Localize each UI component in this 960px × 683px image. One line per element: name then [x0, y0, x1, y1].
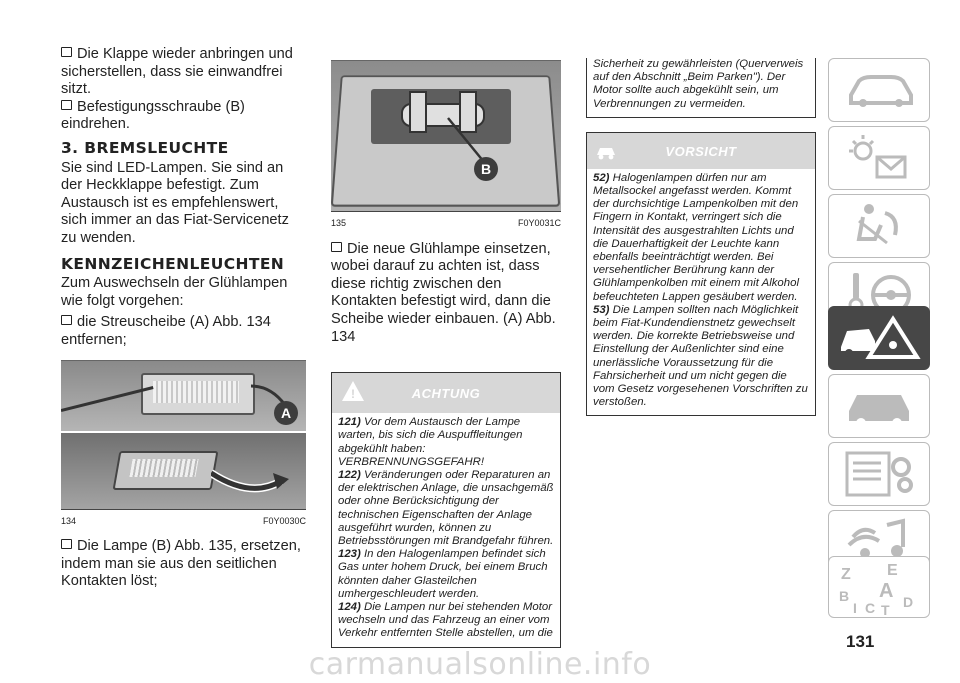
warning-breakdown-icon [829, 307, 929, 367]
column-1 [61, 46, 306, 591]
note-number: 53) [593, 303, 613, 316]
dashboard-lights-icon [829, 127, 929, 187]
sidebar-item-knowing-car[interactable] [828, 58, 930, 122]
technical-data-icon [829, 443, 929, 503]
warning-box-vorsicht [586, 132, 816, 417]
svg-text:C: C [865, 600, 876, 616]
instruction-screw: Befestigungsschraube (B) eindrehen. [61, 99, 306, 134]
warning-note [593, 304, 809, 410]
note-number: 52) [593, 171, 613, 184]
warning-body [587, 169, 815, 416]
note-text: Die Lampen nur bei stehenden Motor wechseln und das Fahrzeug an einer vom Verkehr entfernten Stelle abstellen, um die [338, 601, 553, 640]
sidebar-item-safety[interactable] [828, 194, 930, 258]
note-text: In den Halogenlampen befindet sich Gas unter hohem Druck, bei einem Bruch könnten daher Glasteilchen umhergeschleudert werden. [338, 548, 548, 600]
callout-a: A [274, 401, 298, 425]
note-number: 124) [338, 601, 364, 613]
svg-text:D: D [903, 594, 914, 610]
warning-triangle-icon: ! [342, 381, 364, 401]
svg-text:I: I [853, 600, 857, 616]
sidebar-item-technical-data[interactable] [828, 442, 930, 506]
instruction-replace-lamp: Die Lampe (B) Abb. 135, ersetzen, indem man sie aus den seitlichen Kontakten löst; [61, 538, 306, 591]
svg-text:B: B [839, 588, 850, 604]
arrow-icon [211, 469, 291, 499]
warning-header [587, 133, 815, 169]
paragraph-brake-light: Sie sind LED-Lampen. Sie sind an der Heckklappe befestigt. Zum Austausch ist es empfehlenswert, sich immer an das Fiat-Servicenetz zu wenden. [61, 159, 289, 246]
figure-135-caption [331, 215, 561, 233]
section-heading-brake-light: 3. BREMSLEUCHTE [61, 138, 229, 157]
warning-continued-text: Sicherheit zu gewährleisten (Querverweis auf den Abschnitt „Beim Parken"). Der Motor sollte auch abgekühlt sein, um Verbrennungen zu vermeiden. [593, 58, 804, 110]
note-number: 122) [338, 468, 364, 481]
note-text: Die Lampen sollten nach Möglichkeit beim Fiat-Kundendienstnetz gewechselt werden. Die korrekte Betriebsweise und Einstellung der Außenlichter sind eine unerlässliche Voraussetzung für die Fahrsicherheit und um nicht gegen die vom Gesetz vorgesehenen Vorschriften zu verstoßen. [593, 303, 808, 409]
figure-number: 134 [61, 515, 77, 526]
sidebar-item-maintenance[interactable] [828, 374, 930, 438]
svg-text:T: T [881, 602, 890, 617]
figure-code: F0Y0030C [262, 515, 306, 526]
watermark: carmanualsonline.info [308, 647, 652, 682]
instruction-insert-bulb: Die neue Glühlampe einsetzen, wobei darauf zu achten ist, dass diese richtig zwischen den Kontakten befestigt wird, dann die Scheibe wieder einbauen. (A) Abb. 134 [331, 241, 561, 347]
index-az-icon [829, 557, 929, 617]
warning-body [332, 413, 560, 646]
paragraph-intro: Zum Auswechseln der Glühlampen wie folgt vorgehen: [61, 275, 288, 309]
warning-box-continued [586, 58, 816, 118]
warning-note [338, 601, 554, 641]
column-2 [331, 60, 561, 648]
instruction-remove-lens: die Streuscheibe (A) Abb. 134 entfernen; [61, 314, 306, 349]
figure-134 [61, 360, 306, 510]
figure-number: 135 [331, 218, 347, 228]
warning-box-achtung [331, 372, 561, 647]
warning-header [332, 373, 560, 413]
warning-note [338, 469, 554, 548]
column-3 [586, 58, 816, 416]
maintenance-car-icon [829, 375, 929, 435]
note-text: Veränderungen oder Reparaturen an der elektrischen Anlage, die unsachgemäß oder ohne Berücksichtigung der technischen Eigenschaften der Anlage ausgeführt wurden, können zu Betriebsstörungen mit Brandgefahr führen. [338, 468, 554, 547]
sidebar-item-emergency[interactable] [828, 306, 930, 370]
instruction-refit-flap: Die Klappe wieder anbringen und sicherstellen, dass sie einwandfrei sitzt. [61, 46, 306, 99]
note-text: Halogenlampen dürfen nur am Metallsockel angefasst werden. Kommt der durchsichtige Lampenkolben mit den Fingern in Kontakt, verringert sich die Intensität des ausgestrahlten Lichts und die Dauerhaftigkeit der Leuchte kann ebenfalls beeinträchtigt werden. Bei versehentlicher Berührung kann der Glühlampenkolben mit einem mit Alkohol befeuchteten Lappen gesäubert werden. [593, 171, 799, 303]
note-number: 123) [338, 548, 364, 561]
svg-text:E: E [887, 562, 898, 579]
warning-title: ACHTUNG [411, 386, 481, 402]
figure-135 [331, 60, 561, 212]
page-number: 131 [846, 632, 875, 651]
warning-title: VORSICHT [665, 143, 737, 159]
warning-note [338, 416, 554, 469]
figure-code: F0Y0031C [517, 218, 561, 228]
warning-note [593, 172, 809, 304]
safety-airbag-icon [829, 195, 929, 255]
car-icon [829, 59, 929, 119]
sidebar-item-index[interactable] [828, 556, 930, 618]
section-heading-license-plate-lights: KENNZEICHENLEUCHTEN [61, 254, 285, 273]
sidebar-item-dashboard[interactable] [828, 126, 930, 190]
callout-b: B [474, 157, 498, 181]
note-text: Vor dem Austausch der Lampe warten, bis sich die Auspuffleitungen abgekühlt haben: VERBRENNUNGSGEFAHR! [338, 416, 523, 468]
svg-text:Z: Z [841, 566, 851, 583]
warning-note [338, 548, 554, 601]
figure-134-caption [61, 513, 306, 531]
svg-text:A: A [879, 580, 894, 602]
note-number: 121) [338, 416, 364, 429]
